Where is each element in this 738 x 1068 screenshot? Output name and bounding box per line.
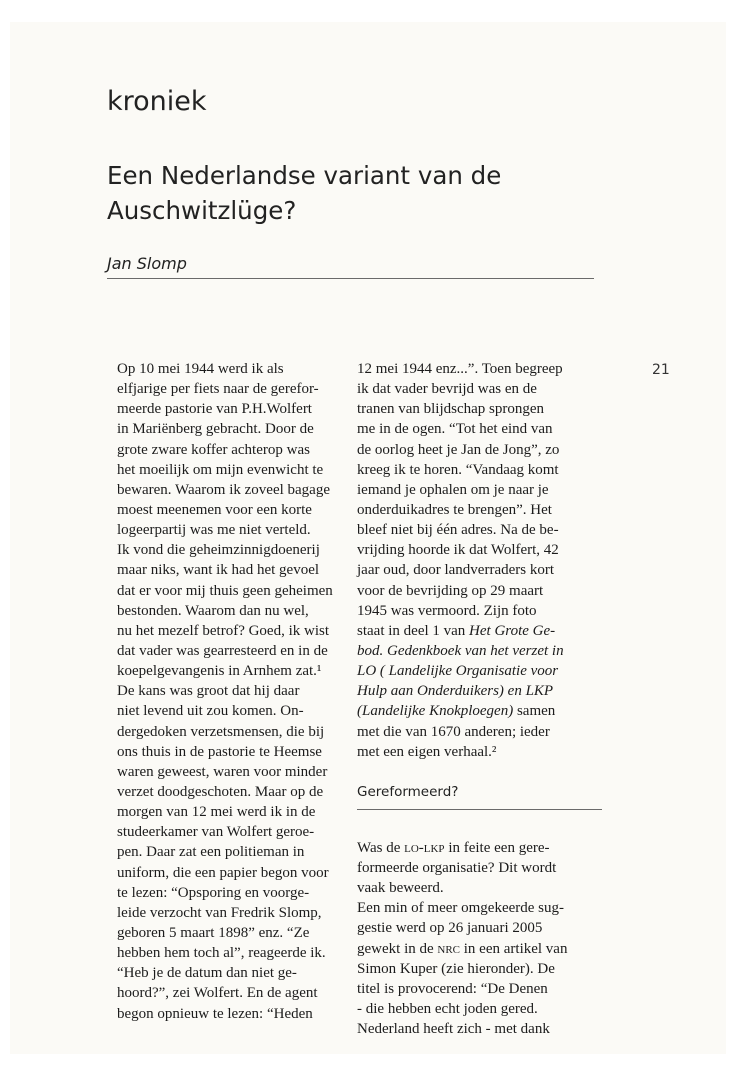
text-line: met die van 1670 anderen; ieder (357, 723, 550, 740)
text-block (357, 838, 602, 1039)
text-line: te lezen: “Opsporing en voorge- (117, 884, 310, 901)
text-line: - die hebben echt joden gered. (357, 1000, 538, 1017)
text-line: hoord?”, zei Wolfert. En de agent (117, 985, 318, 1002)
text-line: Een min of meer omgekeerde sug- (357, 900, 565, 917)
author-name: Jan Slomp (107, 254, 187, 273)
text-line: logeerpartij was me niet verteld. (117, 522, 311, 539)
text-line: Hulp aan Onderduikers) en LKP (357, 683, 554, 700)
text-line: vaak beweerd. (357, 880, 444, 897)
text-line: tranen van blijdschap sprongen (357, 401, 545, 418)
text-line: pen. Daar zat een politieman in (117, 844, 305, 861)
text-line: Nederland heeft zich - met dank (357, 1021, 550, 1038)
abbreviation: lo-lkp (404, 839, 445, 856)
text-line: met een eigen verhaal.² (357, 743, 497, 760)
text-line: nu het mezelf betrof? Goed, ik wist (117, 622, 330, 639)
text-line: voor de bevrijding op 29 maart (357, 582, 544, 599)
text-line: LO ( Landelijke Organisatie voor (357, 663, 559, 680)
text-line: “Heb je de datum dan niet ge- (117, 965, 297, 982)
text-line: koepelgevangenis in Arnhem zat.¹ (117, 663, 322, 680)
text-line: morgen van 12 mei werd ik in de (117, 804, 316, 821)
italic-book-title: Het Grote Ge- (469, 622, 556, 639)
text-line: waren geweest, waren voor minder (117, 763, 328, 780)
text-line: onderduikadres te brengen”. Het (357, 501, 552, 518)
text-line: studeerkamer van Wolfert geroe- (117, 824, 315, 841)
text-line: bleef niet bij één adres. Na de be- (357, 522, 559, 539)
article-title: Een Nederlandse variant van de Auschwitzlüge? (107, 161, 502, 225)
subheading: Gereformeerd? (357, 782, 602, 810)
text-line: Simon Kuper (zie hieronder). De (357, 960, 555, 977)
text-line: ons thuis in de pastorie te Heemse (117, 743, 322, 760)
text-line: Op 10 mei 1944 werd ik als (117, 361, 284, 377)
text-line: verzet doodgeschoten. Maar op de (117, 783, 324, 800)
text-line: bewaren. Waarom ik zoveel bagage (117, 481, 330, 498)
text-line: dat er voor mij thuis geen geheimen (117, 582, 333, 599)
text-line: titel is provocerend: “De Denen (357, 980, 548, 997)
text-line: gewekt in de nrc in een artikel van (357, 940, 568, 957)
text-line: elfjarige per fiets naar de gerefor- (117, 381, 319, 398)
text-line: me in de ogen. “Tot het eind van (357, 421, 553, 438)
text-line: geboren 5 maart 1898” enz. “Ze (117, 924, 310, 941)
text-line: dat vader was gearresteerd en in de (117, 642, 328, 659)
section-label: kroniek (107, 86, 207, 117)
text-line: hebben hem toch al”, reageerde ik. (117, 945, 326, 962)
text-line: dergedoken verzetsmensen, die bij (117, 723, 325, 740)
page-number: 21 (652, 362, 670, 378)
text-line: Ik vond die geheimzinnigdoenerij (117, 542, 320, 559)
text-line: maar niks, want ik had het gevoel (117, 562, 320, 579)
text-line: formeerde organisatie? Dit wordt (357, 859, 557, 876)
text-line: 12 mei 1944 enz...”. Toen begreep (357, 361, 563, 377)
text-line: het moeilijk om mijn evenwicht te (117, 461, 324, 478)
text-line: grote zware koffer achterop was (117, 441, 310, 458)
author-divider (107, 278, 594, 279)
text-line: gestie werd op 26 januari 2005 (357, 920, 543, 937)
text-line: in Mariënberg gebracht. Door de (117, 421, 314, 438)
text-line: meerde pastorie van P.H.Wolfert (117, 401, 312, 418)
text-line: bod. Gedenkboek van het verzet in (357, 642, 564, 659)
text-line: jaar oud, door landverraders kort (357, 562, 555, 579)
text-line: (Landelijke Knokploegen) samen (357, 703, 556, 720)
text-line: staat in deel 1 van Het Grote Ge- (357, 622, 556, 639)
text-line: vrijding hoorde ik dat Wolfert, 42 (357, 542, 559, 559)
text-line: uniform, die een papier begon voor (117, 864, 329, 881)
text-line: kreeg ik te horen. “Vandaag komt (357, 461, 559, 478)
text-line: iemand je ophalen om je naar je (357, 481, 549, 498)
text-line: De kans was groot dat hij daar (117, 683, 300, 700)
text-line: niet levend uit zou komen. On- (117, 703, 304, 720)
text-line: de oorlog heet je Jan de Jong”, zo (357, 441, 560, 458)
abbreviation: nrc (437, 940, 461, 957)
text-line: begon opnieuw te lezen: “Heden (117, 1005, 313, 1022)
text-line: ik dat vader bevrijd was en de (357, 381, 537, 398)
text-line: bestonden. Waarom dan nu wel, (117, 602, 309, 619)
text-column-left (117, 359, 362, 1024)
text-line: 1945 was vermoord. Zijn foto (357, 602, 537, 619)
text-line: Was de lo-lkp in feite een gere- (357, 839, 550, 856)
text-line: leide verzocht van Fredrik Slomp, (117, 904, 322, 921)
text-column-right (357, 359, 602, 1039)
text-line: moest meenemen voor een korte (117, 501, 312, 518)
